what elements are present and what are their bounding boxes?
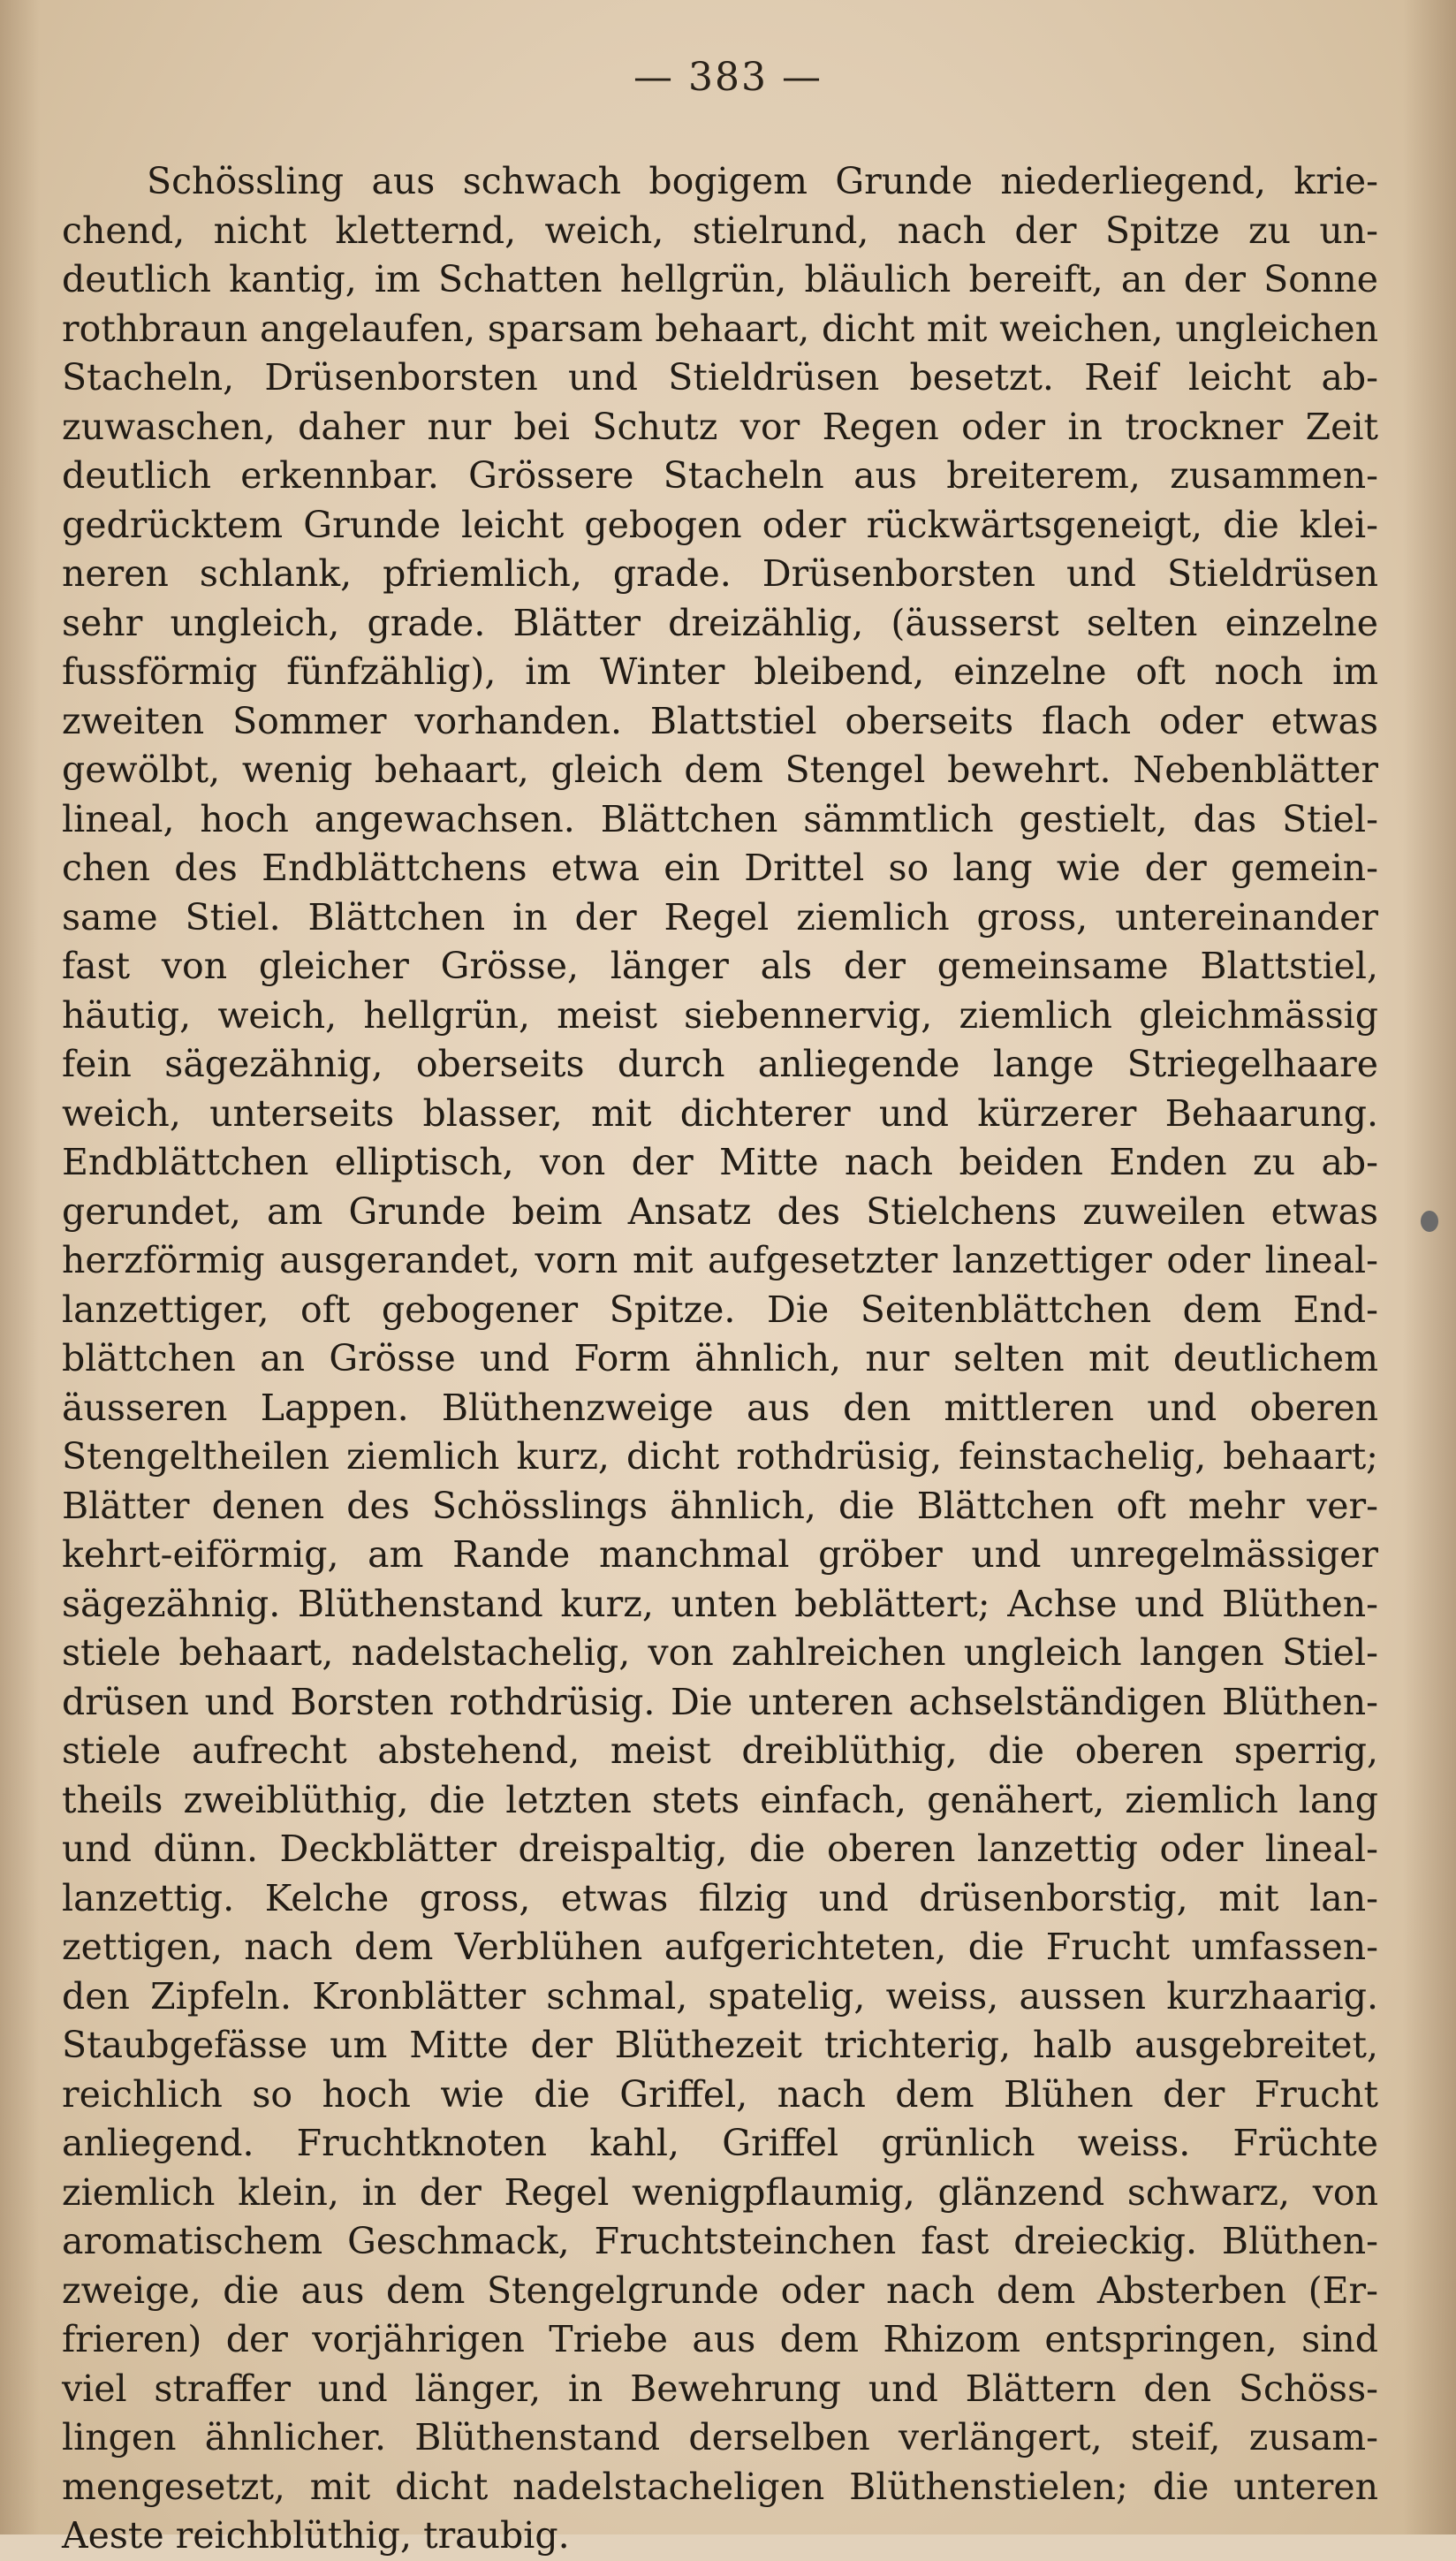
- text-line: Blätter denen des Schösslings ähnlich, die Blättchen oft mehr ver-: [62, 1484, 1378, 1527]
- text-line: fussförmig fünfzählig), im Winter bleibend, einzelne oft noch im: [62, 650, 1378, 693]
- text-line: theils zweiblüthig, die letzten stets einfach, genähert, ziemlich lang: [62, 1778, 1378, 1821]
- text-line: viel straffer und länger, in Bewehrung und Blättern den Schöss-: [62, 2367, 1378, 2410]
- text-line: gerundet, am Grunde beim Ansatz des Stielchens zuweilen etwas: [62, 1189, 1378, 1233]
- text-line: gewölbt, wenig behaart, gleich dem Stengel bewehrt. Nebenblätter: [62, 749, 1378, 791]
- text-line: lingen ähnlicher. Blüthenstand derselben verlängert, steif, zusam-: [62, 2416, 1378, 2458]
- text-line: zuwaschen, daher nur bei Schutz vor Regen oder in trockner Zeit: [62, 405, 1378, 448]
- text-line: chen des Endblättchens etwa ein Drittel so lang wie der gemein-: [62, 847, 1378, 889]
- text-line: rothbraun angelaufen, sparsam behaart, dicht mit weichen, ungleichen: [62, 307, 1378, 350]
- text-line: lanzettiger, oft gebogener Spitze. Die Seitenblättchen dem End-: [62, 1288, 1378, 1331]
- text-line: drüsen und Borsten rothdrüsig. Die unteren achselständigen Blüthen-: [62, 1680, 1378, 1723]
- text-line: chend, nicht kletternd, weich, stielrund, nach der Spitze zu un-: [62, 209, 1378, 252]
- text-line: und dünn. Deckblätter dreispaltig, die oberen lanzettig oder lineal-: [62, 1828, 1378, 1870]
- text-line: Aeste reichblüthig, traubig.: [62, 2514, 570, 2557]
- text-line: zettigen, nach dem Verblühen aufgerichteten, die Frucht umfassen-: [62, 1926, 1378, 1968]
- text-line: Stacheln, Drüsenborsten und Stieldrüsen besetzt. Reif leicht ab-: [62, 356, 1378, 399]
- text-line: weich, unterseits blasser, mit dichterer und kürzerer Behaarung.: [62, 1091, 1378, 1135]
- page-shadow-left: [0, 0, 40, 2534]
- text-line: deutlich kantig, im Schatten hellgrün, bläulich bereift, an der Sonne: [62, 258, 1378, 300]
- text-line: blättchen an Grösse und Form ähnlich, nur selten mit deutlichem: [62, 1337, 1378, 1379]
- text-line: sägezähnig. Blüthenstand kurz, unten beblättert; Achse und Blüthen-: [62, 1582, 1378, 1625]
- page-number: — 383 —: [633, 55, 823, 100]
- text-line: den Zipfeln. Kronblätter schmal, spatelig, weiss, aussen kurzhaarig.: [62, 1974, 1378, 2018]
- ink-spot: [1421, 1211, 1438, 1232]
- text-line: Schössling aus schwach bogigem Grunde niederliegend, krie-: [147, 160, 1378, 202]
- text-line: neren schlank, pfriemlich, grade. Drüsenborsten und Stieldrüsen: [62, 552, 1378, 595]
- text-line: herzförmig ausgerandet, vorn mit aufgesetzter lanzettiger oder lineal-: [62, 1239, 1378, 1281]
- text-line: reichlich so hoch wie die Griffel, nach dem Blühen der Frucht: [62, 2072, 1378, 2116]
- text-line: same Stiel. Blättchen in der Regel ziemlich gross, untereinander: [62, 895, 1378, 939]
- text-line: sehr ungleich, grade. Blätter dreizählig, (äusserst selten einzelne: [62, 601, 1378, 644]
- text-line: Endblättchen elliptisch, von der Mitte nach beiden Enden zu ab-: [62, 1141, 1378, 1183]
- text-line: stiele behaart, nadelstachelig, von zahlreichen ungleich langen Stiel-: [62, 1631, 1378, 1674]
- text-line: fast von gleicher Grösse, länger als der gemeinsame Blattstiel,: [62, 945, 1378, 987]
- text-line: mengesetzt, mit dicht nadelstacheligen Blüthenstielen; die unteren: [62, 2465, 1378, 2508]
- text-line: zweiten Sommer vorhanden. Blattstiel oberseits flach oder etwas: [62, 699, 1378, 742]
- text-line: zweige, die aus dem Stengelgrunde oder nach dem Absterben (Er-: [62, 2268, 1378, 2312]
- body-text: [62, 157, 1378, 2561]
- text-line: häutig, weich, hellgrün, meist siebennervig, ziemlich gleichmässig: [62, 993, 1378, 1037]
- page-shadow-right: [1403, 0, 1456, 2534]
- text-line: frieren) der vorjährigen Triebe aus dem Rhizom entspringen, sind: [62, 2318, 1378, 2360]
- text-line: anliegend. Fruchtknoten kahl, Griffel grünlich weiss. Früchte: [62, 2122, 1378, 2164]
- text-line: Stengeltheilen ziemlich kurz, dicht rothdrüsig, feinstachelig, behaart;: [62, 1435, 1378, 1478]
- text-line: gedrücktem Grunde leicht gebogen oder rückwärtsgeneigt, die klei-: [62, 503, 1378, 546]
- text-line: stiele aufrecht abstehend, meist dreiblüthig, die oberen sperrig,: [62, 1729, 1378, 1772]
- text-line: ziemlich klein, in der Regel wenigpflaumig, glänzend schwarz, von: [62, 2170, 1378, 2214]
- text-line: fein sägezähnig, oberseits durch anliegende lange Striegelhaare: [62, 1043, 1378, 1085]
- text-line: lineal, hoch angewachsen. Blättchen sämmtlich gestielt, das Stiel-: [62, 797, 1378, 840]
- text-line: deutlich erkennbar. Grössere Stacheln aus breiterem, zusammen-: [62, 454, 1378, 497]
- text-line: kehrt-eiförmig, am Rande manchmal gröber und unregelmässiger: [62, 1533, 1378, 1576]
- text-line: äusseren Lappen. Blüthenzweige aus den mittleren und oberen: [62, 1386, 1378, 1429]
- text-line: lanzettig. Kelche gross, etwas filzig und drüsenborstig, mit lan-: [62, 1876, 1378, 1919]
- text-line: aromatischem Geschmack, Fruchtsteinchen fast dreieckig. Blüthen-: [62, 2220, 1378, 2262]
- text-line: Staubgefässe um Mitte der Blüthezeit trichterig, halb ausgebreitet,: [62, 2024, 1378, 2066]
